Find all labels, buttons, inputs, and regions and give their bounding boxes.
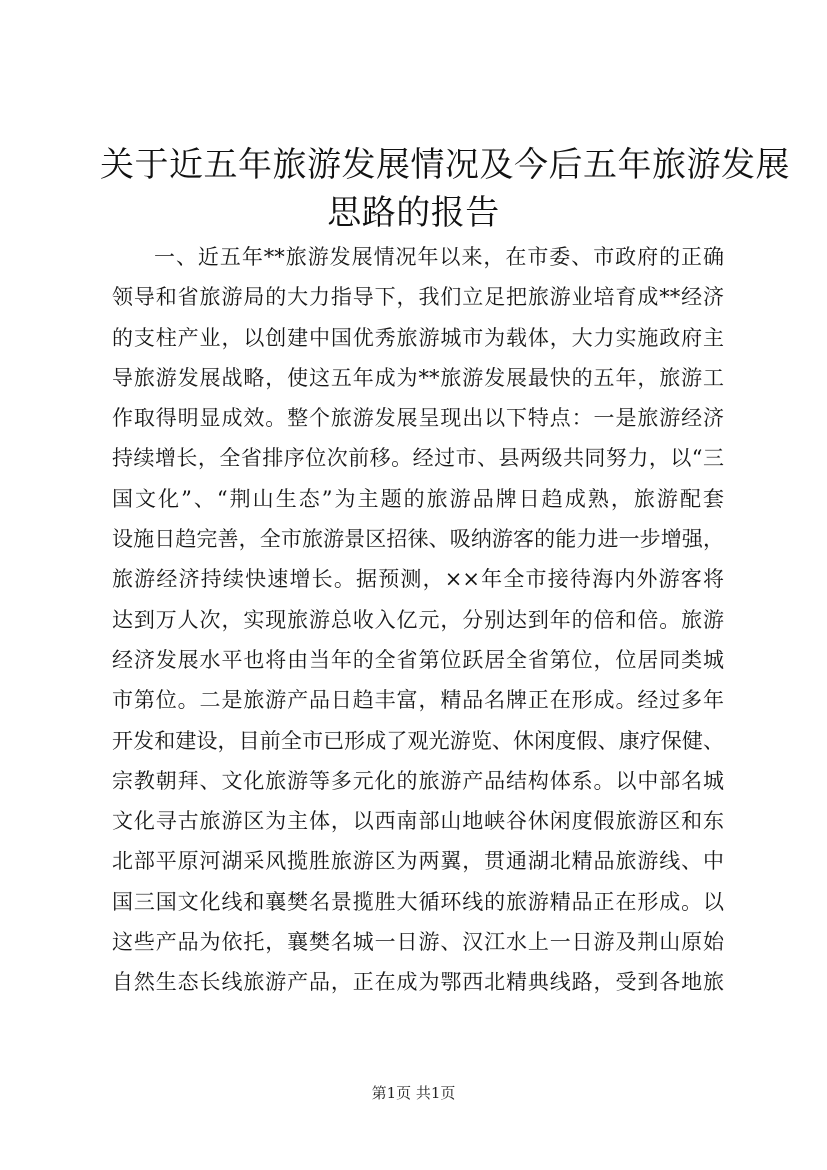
body-line: 国文化”、“荆山生态”为主题的旅游品牌日趋成熟，旅游配套: [112, 486, 724, 511]
body-line: 市第位。二是旅游产品日趋丰富，精品名牌正在形成。经过多年: [112, 688, 724, 713]
body-line: 宗教朝拜、文化旅游等多元化的旅游产品结构体系。以中部名城: [112, 768, 724, 793]
body-line: 作取得明显成效。整个旅游发展呈现出以下特点：一是旅游经济: [112, 406, 724, 431]
body-line: 一、近五年**旅游发展情况年以来，在市委、市政府的正确: [154, 245, 724, 269]
body-line: 的支柱产业，以创建中国优秀旅游城市为载体，大力实施政府主: [112, 325, 724, 350]
body-line: 达到万人次，实现旅游总收入亿元，分别达到年的倍和倍。旅游: [112, 607, 724, 632]
body-line: 领导和省旅游局的大力指导下，我们立足把旅游业培育成**经济: [112, 285, 724, 310]
body-paragraph: [112, 237, 724, 1003]
body-line: 导旅游发展战略，使这五年成为**旅游发展最快的五年，旅游工: [112, 365, 724, 390]
title-line-2: 思路的报告: [327, 193, 500, 233]
body-line: 旅游经济持续快速增长。据预测，××年全市接待海内外游客将: [112, 567, 724, 592]
page-number-footer: 第1页 共1页: [371, 1084, 456, 1102]
body-line: 文化寻古旅游区为主体，以西南部山地峡谷休闲度假旅游区和东: [112, 809, 724, 834]
body-line: 自然生态长线旅游产品，正在成为鄂西北精典线路，受到各地旅: [112, 970, 724, 995]
title-line-1: 关于近五年旅游发展情况及今后五年旅游发展: [100, 145, 790, 185]
body-line: 开发和建设，目前全市已形成了观光游览、休闲度假、康疗保健、: [112, 728, 724, 753]
body-line: 国三国文化线和襄樊名景揽胜大循环线的旅游精品正在形成。以: [112, 889, 724, 914]
body-line: 这些产品为依托，襄樊名城一日游、汉江水上一日游及荆山原始: [112, 930, 724, 955]
document-title: [100, 141, 790, 237]
body-line: 北部平原河湖采风揽胜旅游区为两翼，贯通湖北精品旅游线、中: [112, 849, 724, 874]
body-line: 持续增长，全省排序位次前移。经过市、县两级共同努力，以“三: [112, 446, 724, 471]
body-line: 经济发展水平也将由当年的全省第位跃居全省第位，位居同类城: [112, 647, 724, 672]
body-line: 设施日趋完善，全市旅游景区招徕、吸纳游客的能力进一步增强，: [112, 527, 724, 552]
